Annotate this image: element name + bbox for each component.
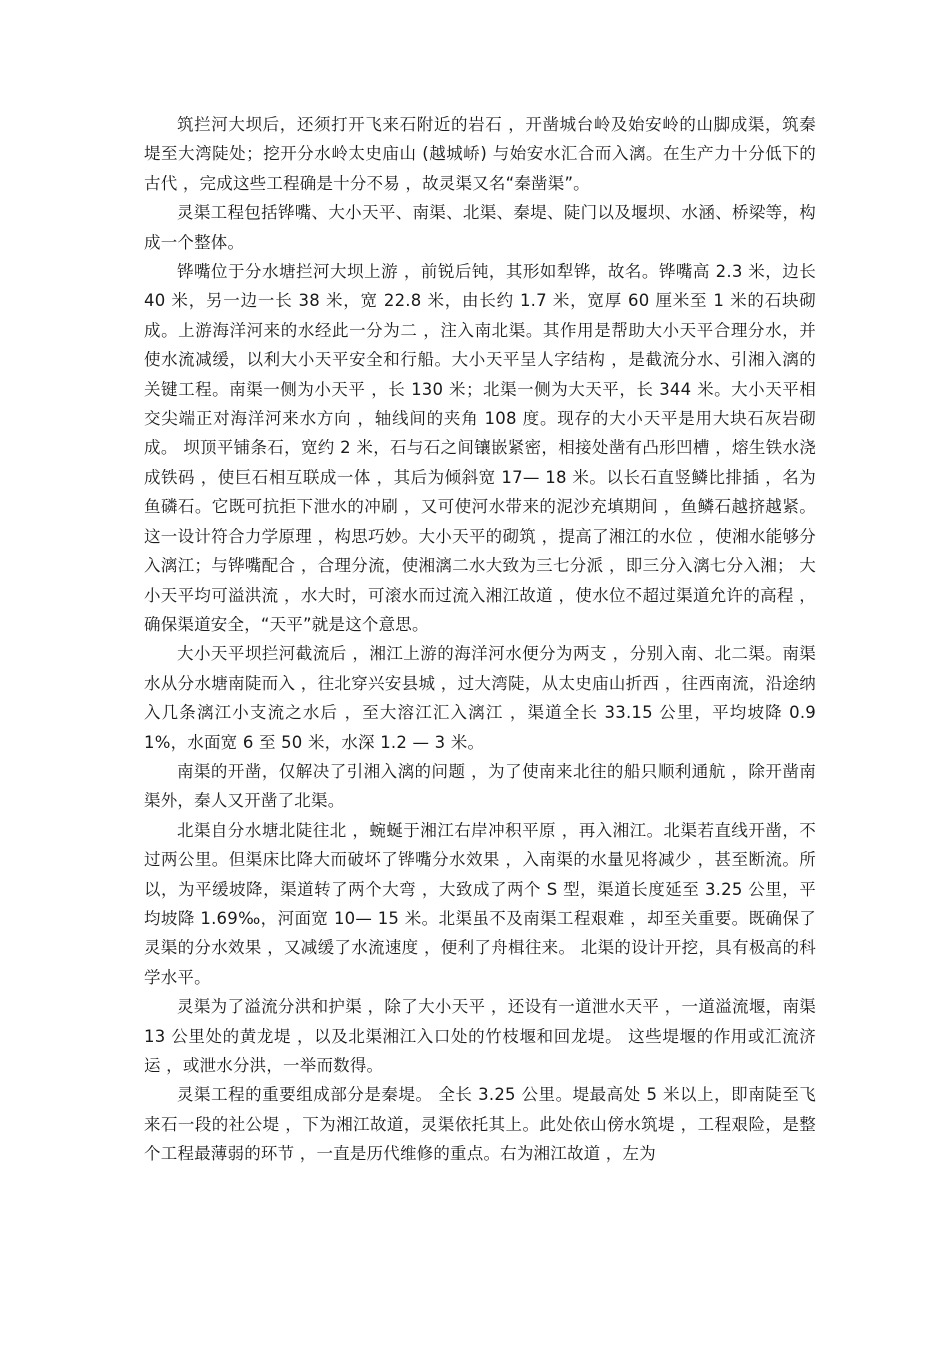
- paragraph-7: 灵渠为了溢流分洪和护渠 ，除了大小天平 ，还设有一道泄水天平 ，一道溢流堰，南渠 13 公里处的黄龙堤 ，以及北渠湘江入口处的竹枝堰和回龙堤。 这些堤堰的作用或汇流济运 ，或泄水分洪，一举而数得。: [144, 997, 816, 1075]
- paragraph-5: 南渠的开凿，仅解决了引湘入漓的问题 ，为了使南来北往的船只顺利通航 ，除开凿南渠外，秦人又开凿了北渠。: [144, 761, 816, 811]
- paragraph-2: 灵渠工程包括铧嘴、大小天平、南渠、北渠、秦堤、陡门以及堰坝、水涵、桥梁等，构成一个整体。: [144, 203, 816, 252]
- paragraph-4: 大小天平坝拦河截流后 ，湘江上游的海洋河水便分为两支 ，分别入南、北二渠。南渠水从分水塘南陡而入 ，往北穿兴安县城 ，过大湾陡，从太史庙山折西 ，往西南流，沿途纳入几条漓江小支流之水后 ，至大溶江汇入漓江 ，渠道全长 33.15 公里，平均坡降 0.91%，水面宽 6 至 50 米，水深 1.2 — 3 米。: [144, 644, 816, 752]
- paragraph-6: 北渠自分水塘北陡往北 ，蜿蜒于湘江右岸冲积平原 ，再入湘江。北渠若直线开凿，不过两公里。但渠床比降大而破坏了铧嘴分水效果 ，入南渠的水量见将减少 ，甚至断流。所以，为平缓坡降，渠道转了两个大弯 ，大致成了两个 S 型，渠道长度延至 3.25 公里，平均坡降 1.69‰，河面宽 10— 15 米。北渠虽不及南渠工程艰难 ，却至关重要。既确保了灵渠的分水效果 ，又减缓了水流速度 ，便利了舟楫往来。 北渠的设计开挖，具有极高的科学水平。: [144, 820, 816, 987]
- document-page: [144, 110, 816, 1169]
- paragraph-8: 灵渠工程的重要组成部分是秦堤。 全长 3.25 公里。堤最高处 5 米以上，即南陡至飞来石一段的社公堤 ，下为湘江故道，灵渠依托其上。此处依山傍水筑堤 ，工程艰险，是整个工程最薄弱的环节 ，一直是历代维修的重点。右为湘江故道 ，左为: [144, 1085, 816, 1164]
- paragraph-1: 筑拦河大坝后，还须打开飞来石附近的岩石 ，开凿城台岭及始安岭的山脚成渠，筑秦堤至大湾陡处；挖开分水岭太史庙山 (越城峤) 与始安水汇合而入漓。在生产力十分低下的古代 ，完成这些工程确是十分不易 ，故灵渠又名“秦凿渠”。: [144, 115, 816, 193]
- paragraph-3: 铧嘴位于分水塘拦河大坝上游 ，前锐后钝，其形如犁铧，故名。铧嘴高 2.3 米，边长 40 米，另一边一长 38 米，宽 22.8 米，由长约 1.7 米，宽厚 60 厘米至 1 米的石块砌成。上游海洋河来的水经此一分为二 ，注入南北渠。其作用是帮助大小天平合理分水，并使水流减缓，以利大小天平安全和行船。大小天平呈人字结构 ，是截流分水、引湘入漓的关键工程。南渠一侧为小天平 ，长 130 米；北渠一侧为大天平，长 344 米。大小天平相交尖端正对海洋河来水方向 ，轴线间的夹角 108 度。现存的大小天平是用大块石灰岩砌成。 坝顶平铺条石，宽约 2 米，石与石之间镶嵌紧密，相接处凿有凸形凹槽 ，熔生铁水浇成铁码 ，使巨石相互联成一体 ，其后为倾斜宽 17— 18 米。以长石直竖鳞比排插 ，名为鱼磷石。它既可抗拒下泄水的冲刷 ，又可使河水带来的泥沙充填期间 ，鱼鳞石越挤越紧。这一设计符合力学原理 ，构思巧妙。大小天平的砌筑 ，提高了湘江的水位 ，使湘水能够分入漓江；与铧嘴配合 ，合理分流，使湘漓二水大致为三七分派 ，即三分入漓七分入湘； 大小天平均可溢洪流 ，水大时，可滚水而过流入湘江故道 ，使水位不超过渠道允许的高程 ，确保渠道安全，“天平”就是这个意思。: [144, 262, 816, 634]
